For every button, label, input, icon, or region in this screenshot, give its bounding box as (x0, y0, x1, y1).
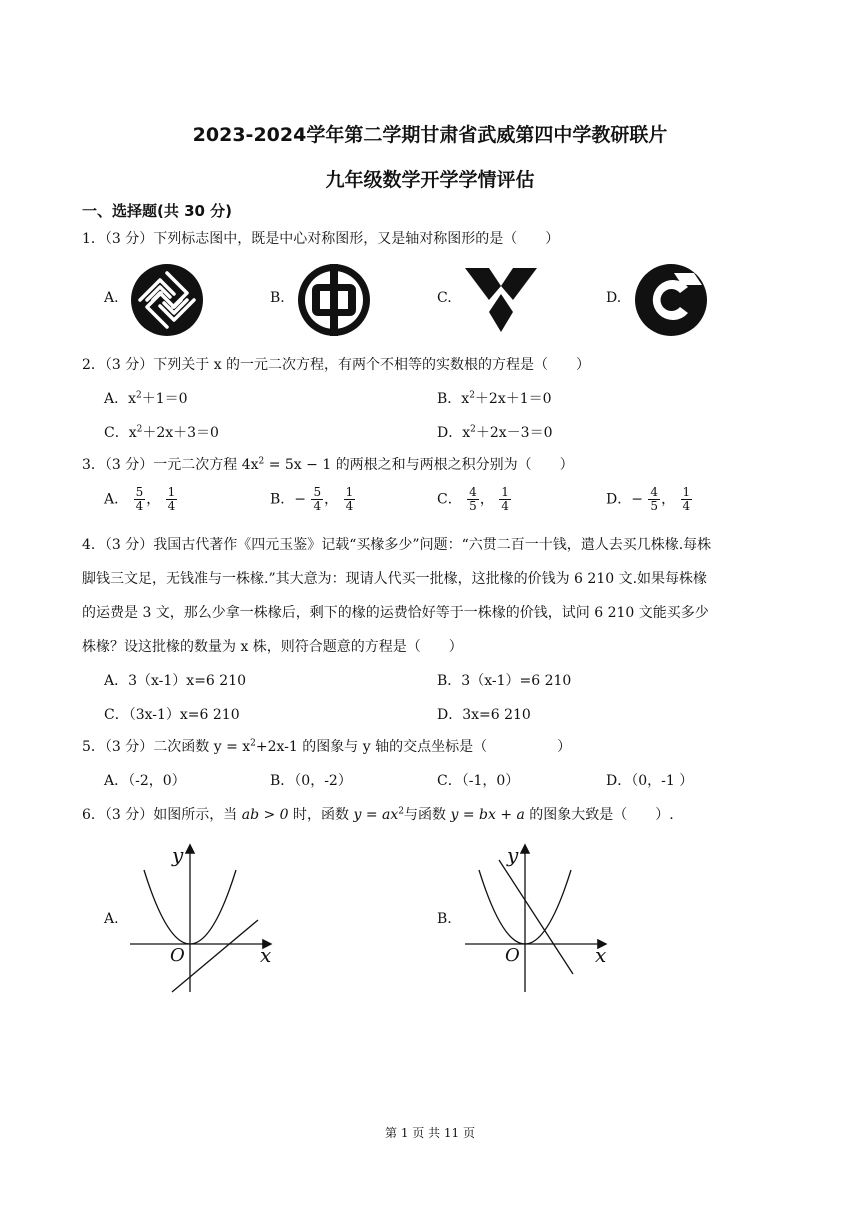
q4-option-d: D．3x=6 210 (437, 707, 531, 723)
q5-option-c: C．（-1，0） (437, 773, 520, 789)
title-line-2: 九年级数学开学学情评估 (325, 169, 535, 191)
bank-of-china-logo-icon (297, 263, 371, 337)
graph-a-x-label: x (260, 943, 272, 967)
fraction: $\frac{4}{5}$ (469, 485, 477, 513)
fraction: $\frac{1}{4}$ (167, 485, 176, 513)
question-4-line-2: 脚钱三文足，无钱准与一株椽.”其大意为：现请人代买一批椽，这批椽的价钱为 6 210 文.如果每株椽 (82, 571, 708, 587)
fraction: $\frac{1}{4}$ (682, 485, 691, 513)
q2-option-d: D．$x^2+2x-3=0$ (437, 424, 553, 441)
q2-option-b: B．$x^2+2x+1=0$ (437, 390, 552, 407)
q6-option-a-label: A. (104, 911, 119, 927)
construction-bank-logo-icon (634, 263, 708, 337)
question-3-stem: 3．（3 分）一元二次方程 $4x^2 = 5x - 1$ 的两根之和与两根之积分别为（ ） (82, 456, 574, 473)
q4-option-b: B．3（x-1）=6 210 (437, 673, 572, 689)
fraction: $\frac{5}{4}$ (135, 485, 144, 513)
q4-option-c: C．（3x-1）x=6 210 (104, 707, 240, 723)
graph-b-y-label: y (507, 843, 519, 867)
q2-option-a: A．$x^2+1=0$ (104, 390, 188, 407)
q1-option-d-label: D. (606, 290, 622, 306)
page-footer: 第 1 页 共 11 页 (385, 1126, 475, 1140)
q1-option-c-label: C. (437, 290, 452, 306)
question-4-line-3: 的运费是 3 文，那么少拿一株椽后，剩下的椽的运费恰好等于一株椽的价钱，试问 6 210 文能买多少 (82, 605, 709, 621)
q5-option-a: A．（-2，0） (104, 773, 186, 789)
q6-option-b-label: B. (437, 911, 452, 927)
graph-b-origin-label: O (505, 945, 520, 966)
q5-option-d: D．（0，-1 ） (606, 773, 694, 789)
q3-option-a: A． $\frac{5}{4}$ ， $\frac{1}{4}$ (104, 485, 176, 513)
mitsubishi-like-logo-icon (465, 266, 537, 334)
q3-option-c: C． $\frac{4}{5}$ ， $\frac{1}{4}$ (437, 485, 509, 513)
fraction: $\frac{1}{4}$ (501, 485, 509, 513)
q1-option-a-label: A. (104, 290, 119, 306)
q5-option-b: B．（0，-2） (270, 773, 352, 789)
question-4-line-1: 4．（3 分）我国古代著作《四元玉鉴》记载“买椽多少”问题：“六贯二百一十钱，遣人去买几株椽.每株 (82, 537, 712, 553)
question-5-stem: 5．（3 分）二次函数 $y = x^2+2x-1$ 的图象与 y 轴的交点坐标是（ ） (82, 738, 572, 755)
fraction: $\frac{4}{5}$ (650, 485, 659, 513)
q3-option-b: B．− $\frac{5}{4}$ ， $\frac{1}{4}$ (270, 485, 354, 513)
question-4-line-4: 株椽？设这批椽的数量为 x 株，则符合题意的方程是（ ） (82, 639, 463, 655)
fraction: $\frac{5}{4}$ (313, 485, 322, 513)
graph-a-y-label: y (172, 843, 184, 867)
q4-option-a: A．3（x-1）x=6 210 (104, 673, 247, 689)
q6-graph-a (120, 842, 280, 1002)
question-6-stem: 6．（3 分）如图所示，当 ab > 0 时，函数 $y = ax^2$与函数 y = bx + a 的图象大致是（ ）. (82, 806, 674, 823)
question-1-stem: 1．（3 分）下列标志图中，既是中心对称图形，又是轴对称图形的是（ ） (82, 231, 560, 247)
section-heading: 一、选择题(共 30 分) (82, 202, 233, 220)
q2-option-c: C．$x^2+2x+3=0$ (104, 424, 219, 441)
question-2-stem: 2．（3 分）下列关于 x 的一元二次方程，有两个不相等的实数根的方程是（ ） (82, 357, 591, 373)
graph-b-x-label: x (595, 943, 607, 967)
q6-graph-b (455, 842, 615, 1002)
title-line-1: 2023-2024学年第二学期甘肃省武威第四中学教研联片 (192, 124, 668, 146)
fraction: $\frac{1}{4}$ (345, 485, 354, 513)
graph-a-origin-label: O (170, 945, 185, 966)
china-mobile-logo-icon (130, 263, 204, 337)
q3-option-d: D．− $\frac{4}{5}$ ， $\frac{1}{4}$ (606, 485, 691, 513)
q1-option-b-label: B. (270, 290, 285, 306)
